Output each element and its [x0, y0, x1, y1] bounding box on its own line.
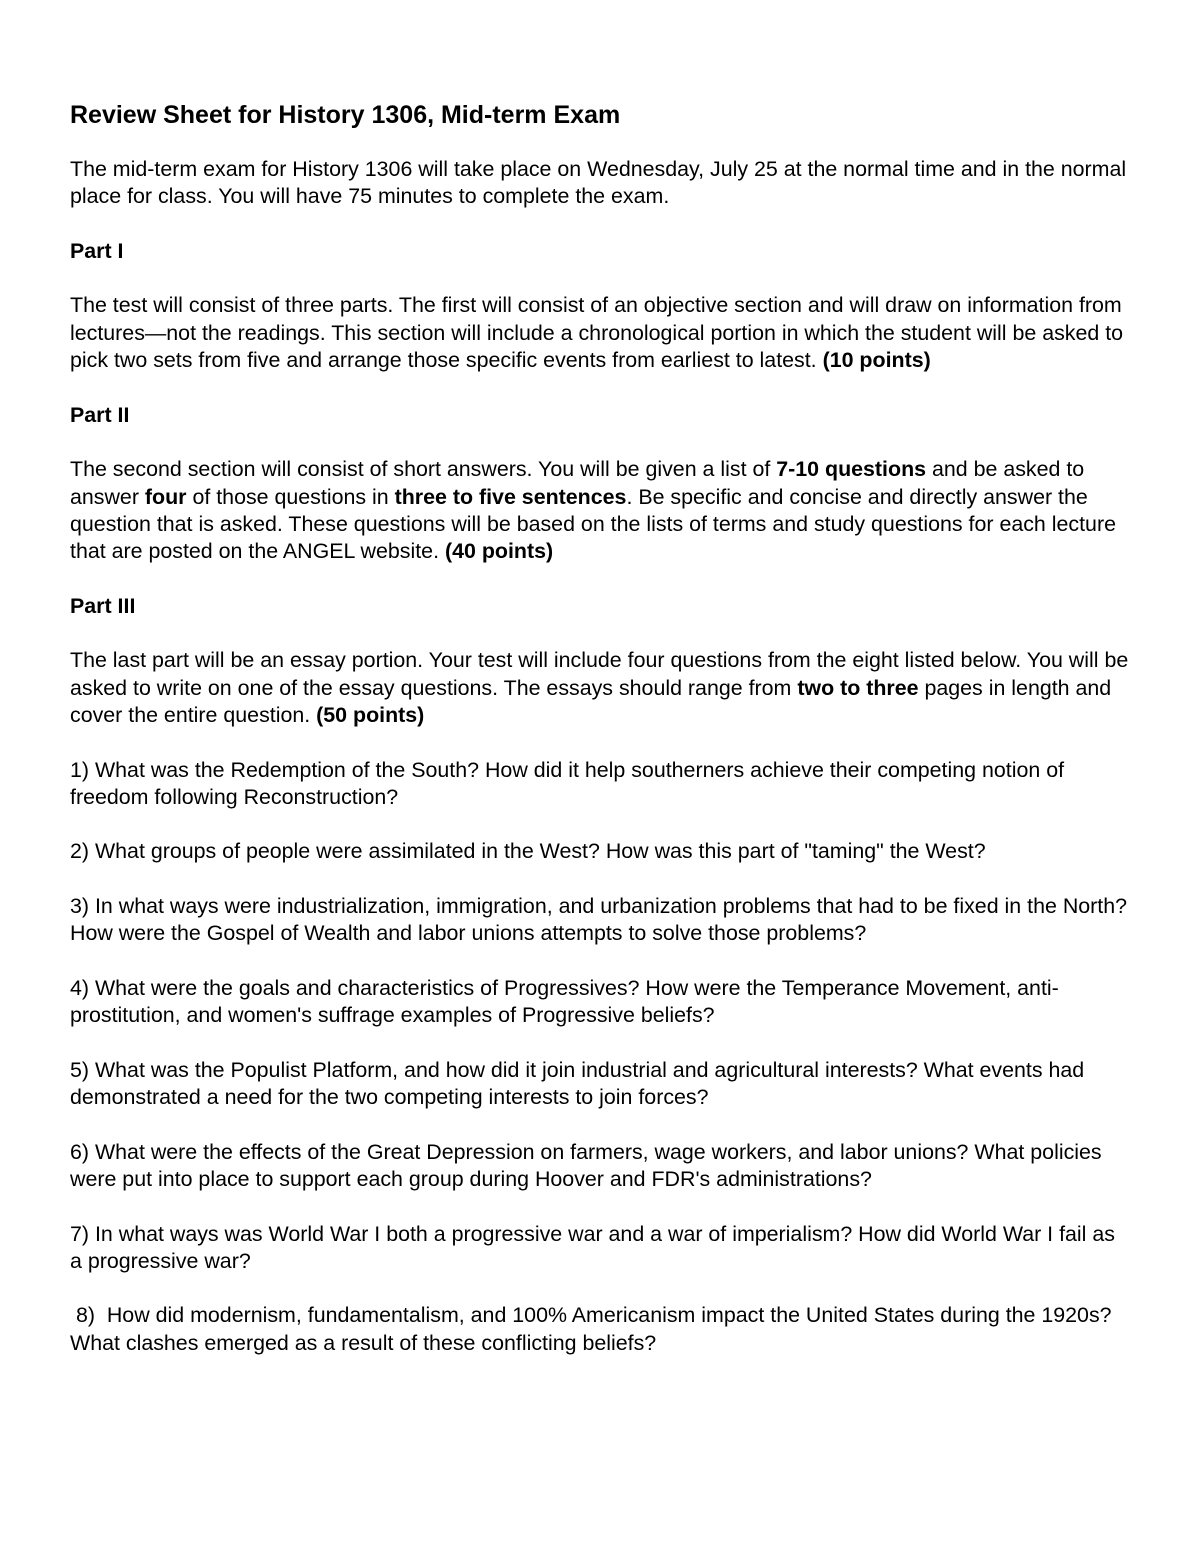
part-2-bold-answer-count: four	[144, 484, 187, 509]
essay-question-4: 4) What were the goals and characteristics of Progressives? How were the Temperance Movement, anti-prostitution, and women's suffrage examples of Progressive beliefs?	[70, 975, 1059, 1028]
document-title: Review Sheet for History 1306, Mid-term Exam	[70, 101, 621, 129]
part-3-text-b: pages in length and cover the entire question.	[70, 675, 1112, 727]
essay-question-1: 1) What was the Redemption of the South? How did it help southerners achieve their competing notion of freedom following Reconstruction?	[70, 757, 1065, 809]
part-3-bold-page-range: two to three	[797, 675, 919, 700]
part-2-points: (40 points)	[444, 539, 554, 564]
essay-question-2: 2) What groups of people were assimilated in the West? How was this part of "taming" the West?	[70, 839, 986, 864]
part-2-text-c: of those questions in	[186, 484, 395, 509]
document-page	[70, 98, 1130, 1384]
intro-paragraph: The mid-term exam for History 1306 will take place on Wednesday, July 25 at the normal time and in the normal place for class. You will have 75 minutes to complete the exam.	[70, 157, 1127, 209]
part-2-bold-sentence-count: three to five sentences	[394, 484, 627, 509]
part-2-text-a: The second section will consist of short answers. You will be given a list of	[70, 457, 777, 482]
part-3-heading: Part III	[70, 593, 136, 618]
part-3-points: (50 points)	[316, 702, 425, 727]
essay-question-6: 6) What were the effects of the Great Depression on farmers, wage workers, and labor unions? What policies were put into place to support each group during Hoover and FDR's administrations?	[70, 1139, 1102, 1191]
part-2-text-d: . Be specific and concise and directly answer the question that is asked. These questions will be based on the lists of terms and study questions for each lecture that are posted on the ANGEL website.	[70, 484, 1116, 564]
part-1-heading: Part I	[70, 238, 124, 263]
part-1-paragraph	[70, 292, 1130, 374]
part-2-paragraph	[70, 456, 1130, 565]
part-3-paragraph	[70, 647, 1130, 729]
essay-question-8: 8) How did modernism, fundamentalism, and 100% Americanism impact the United States during the 1920s? What clashes emerged as a result of these conflicting beliefs?	[70, 1303, 1124, 1355]
essay-question-5: 5) What was the Populist Platform, and how did it join industrial and agricultural interests? What events had demonstrated a need for the two competing interests to join forces?	[70, 1057, 1085, 1110]
part-3-text-a: The last part will be an essay portion. Your test will include four questions from the eight listed below. You will be asked to write on one of the essay questions. The essays should range from	[70, 648, 1129, 700]
part-2-heading: Part II	[70, 402, 130, 427]
part-1-points: (10 points)	[822, 348, 931, 373]
part-2-text-b: and be asked to answer	[70, 457, 1085, 509]
essay-question-7: 7) In what ways was World War I both a progressive war and a war of imperialism? How did World War I fail as a progressive war?	[70, 1221, 1115, 1273]
part-1-text: The test will consist of three parts. The first will consist of an objective section and will draw on information from lectures—not the readings. This section will include a chronological portion in which the student will be asked to pick two sets from five and arrange those specific events from earliest to latest.	[70, 293, 1124, 373]
essay-question-3: 3) In what ways were industrialization, immigration, and urbanization problems that had to be fixed in the North? How were the Gospel of Wealth and labor unions attempts to solve those problems?	[70, 894, 1128, 946]
part-2-bold-question-count: 7-10 questions	[776, 457, 927, 482]
